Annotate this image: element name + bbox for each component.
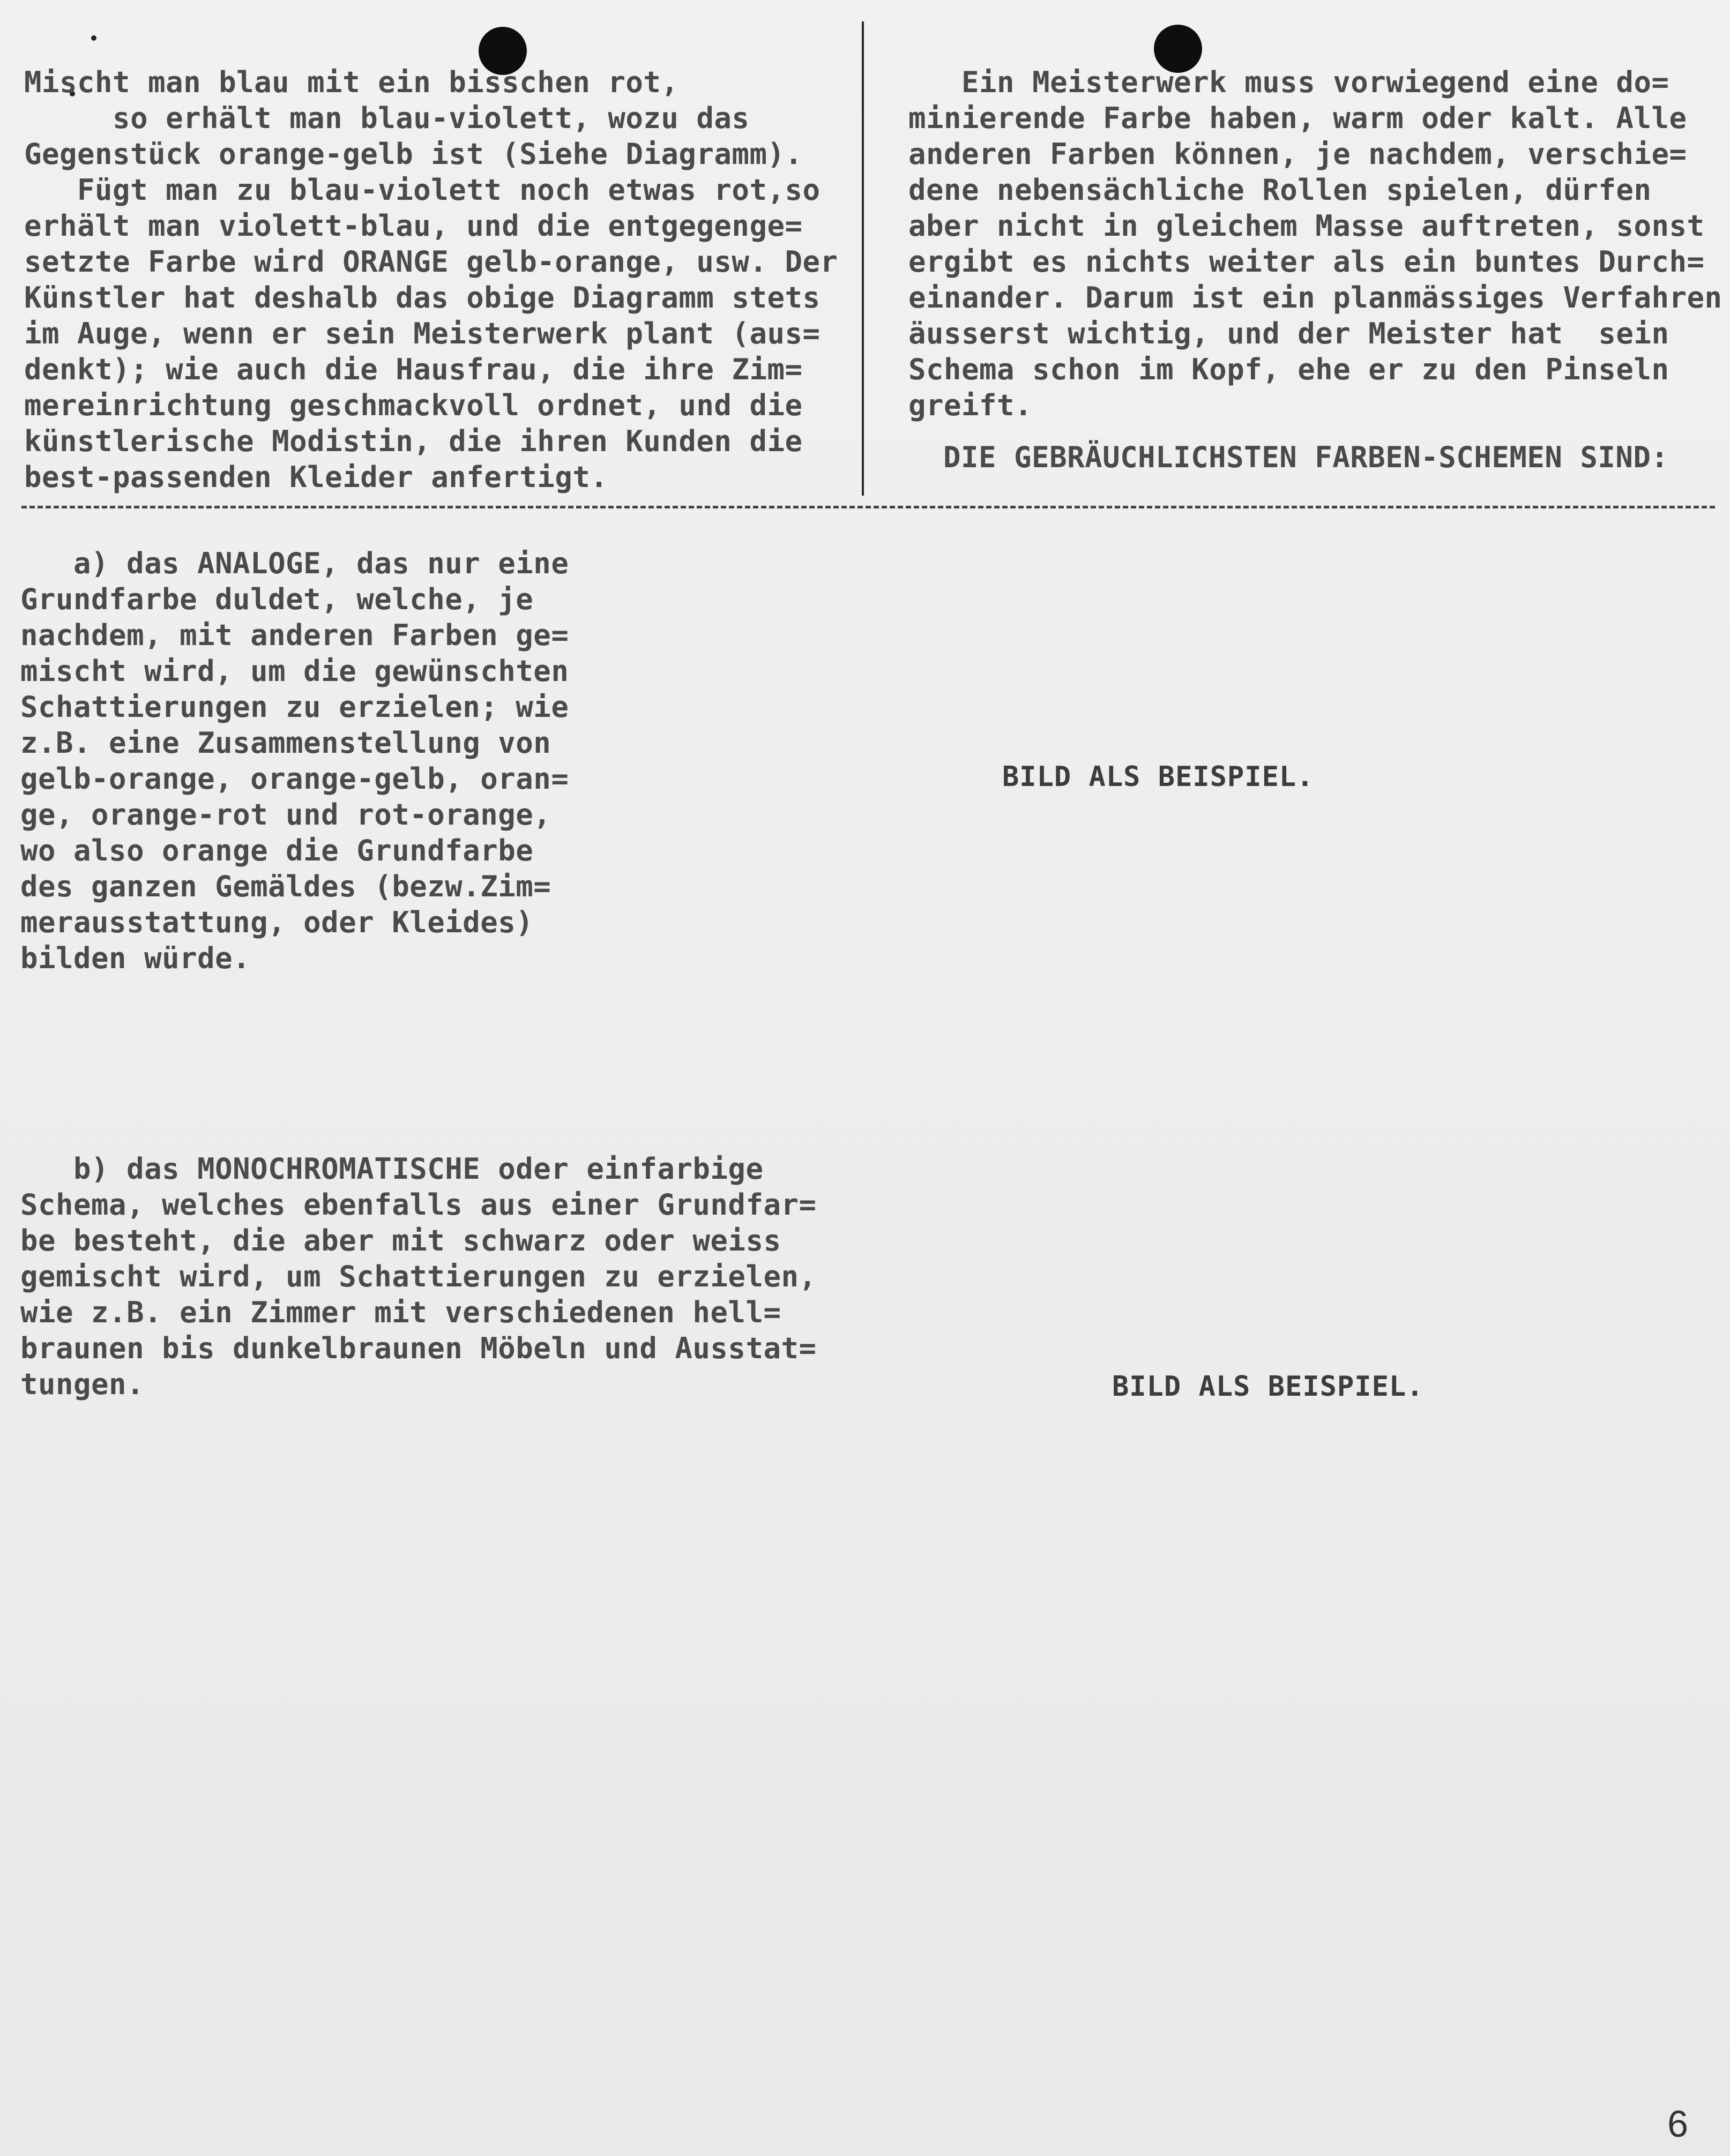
scheme-a-image-caption: BILD ALS BEISPIEL. [1002,761,1314,793]
column-divider [862,21,864,496]
right-column-paragraph: Ein Meisterwerk muss vorwiegend eine do= minierende Farbe haben, warm oder kalt. Alle anderen Farben können, je nachdem, verschie= dene nebensächliche Rollen spielen, dürfen aber nicht in gleichem Masse auftreten, sonst ergibt es nichts weiter als ein buntes Durch= einander. Darum ist ein planmässiges Verfahren äusserst wichtig, und der Meister hat sein Schema schon im Kopf, ehe er zu den Pinseln greift. [908,65,1722,422]
left-column-paragraph: Mischt man blau mit ein bisschen rot, so erhält man blau-violett, wozu das Gegenstück orange-gelb ist (Siehe Diagramm). Fügt man zu blau-violett noch etwas rot,so erhält man violett-blau, und die entgegenge= setzte Farbe wird ORANGE gelb-orange, usw. Der Künstler hat deshalb das obige Diagramm stets im Auge, wenn er sein Meisterwerk plant (aus= denkt); wie auch die Hausfrau, die ihre Zim= mereinrichtung geschmackvoll ordnet, und die künstlerische Modistin, die ihren Kunden die best-passenden Kleider anfertigt. [24,65,838,494]
schemes-heading: DIE GEBRÄUCHLICHSTEN FARBEN-SCHEMEN SIND: [943,440,1669,474]
page-number: 6 [1667,2103,1688,2145]
scheme-b-paragraph: b) das MONOCHROMATISCHE oder einfarbige Schema, welches ebenfalls aus einer Grundfar= be besteht, die aber mit schwarz oder weiss gemischt wird, um Schattierungen zu erzielen, wie z.B. ein Zimmer mit verschiedenen hell= braunen bis dunkelbraunen Möbeln und Ausstat= tungen. [20,1152,817,1401]
scheme-b-image-caption: BILD ALS BEISPIEL. [1112,1371,1424,1403]
ink-speck [91,35,96,41]
scheme-a-paragraph: a) das ANALOGE, das nur eine Grundfarbe duldet, welche, je nachdem, mit anderen Farben ge= mischt wird, um die gewünschten Schattierungen zu erzielen; wie z.B. eine Zusammenstellung von gelb-orange, orange-gelb, oran= ge, orange-rot und rot-orange, wo also orange die Grundfarbe des ganzen Gemäldes (bezw.Zim= merausstattung, oder Kleides) bilden würde. [20,547,569,975]
section-divider [21,506,1715,508]
